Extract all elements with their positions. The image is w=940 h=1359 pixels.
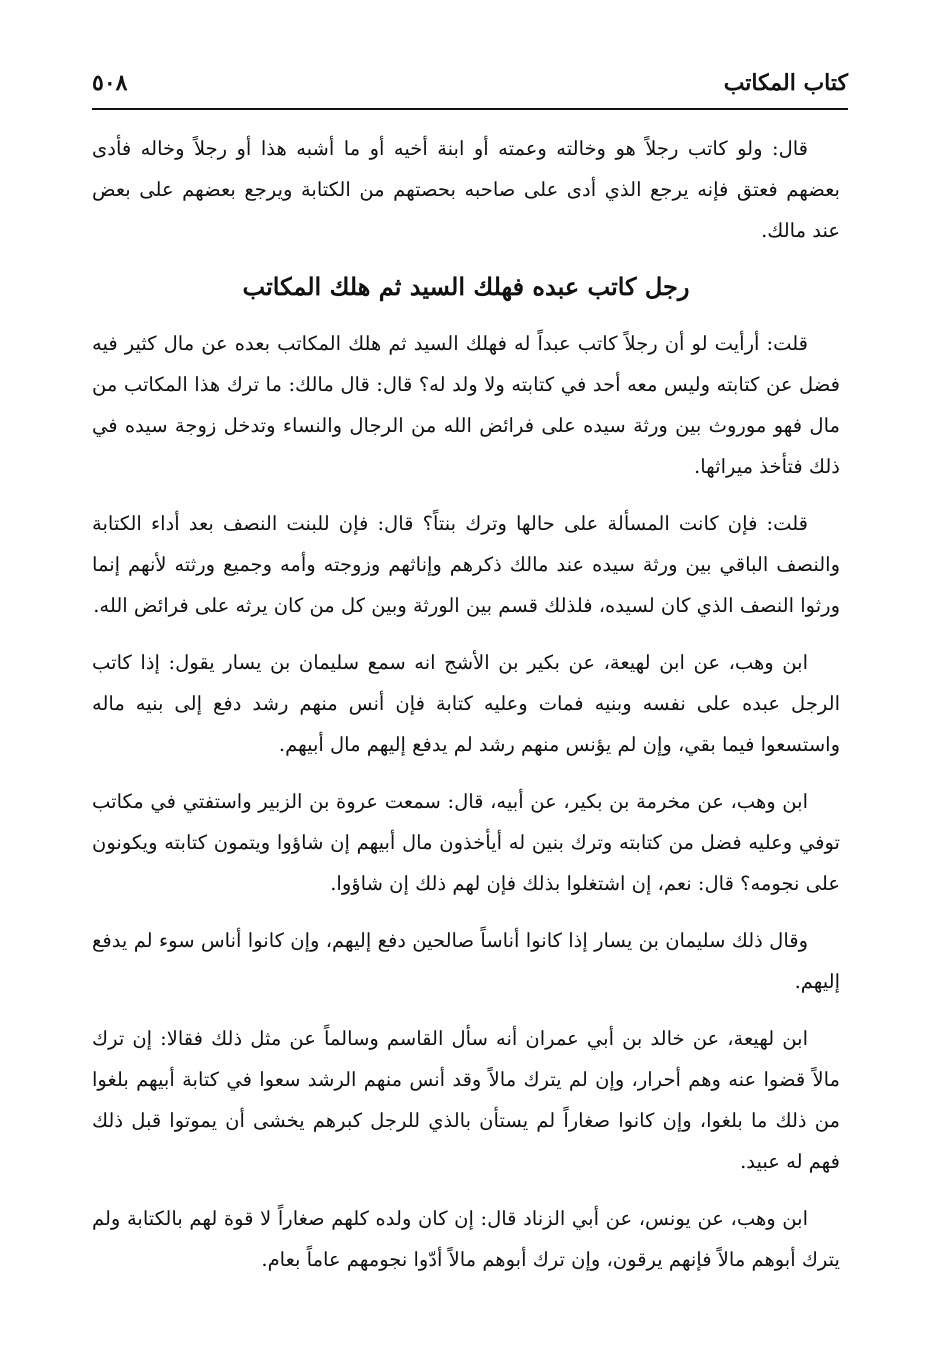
paragraph-4: ابن وهب، عن ابن لهيعة، عن بكير بن الأشج انه سمع سليمان بن يسار يقول: إذا كاتب الرجل عبده على نفسه وبنيه فمات وعليه كتابة فإن أنس منهم رشد دفع إلى بنيه ماله واستسعوا فيما بقي، وإن لم يؤنس منهم رشد لم يدفع إليهم مال أبيهم. xyxy=(92,651,840,756)
paragraph-8: ابن وهب، عن يونس، عن أبي الزناد قال: إن كان ولده كلهم صغاراً لا قوة لهم بالكتابة ولم يترك أبوهم مالاً فإنهم يرقون، وإن ترك أبوهم مالاً أدّوا نجومهم عاماً بعام. xyxy=(92,1207,840,1271)
page-header xyxy=(92,68,848,108)
section-heading: رجل كاتب عبده فهلك السيد ثم هلك المكاتب xyxy=(242,272,690,301)
paragraph-6: وقال ذلك سليمان بن يسار إذا كانوا أناساً صالحين دفع إليهم، وإن كانوا أناس سوء لم يدفع إليهم. xyxy=(92,929,840,993)
page-body xyxy=(92,128,840,1296)
header-divider xyxy=(92,108,848,110)
paragraph-1: قال: ولو كاتب رجلاً هو وخالته وعمته أو ابنة أخيه أو ما أشبه هذا أو رجلاً وخاله فأدى بعضهم فعتق فإنه يرجع الذي أدى على صاحبه بحصتهم من الكتابة ويرجع بعضهم على بعض عند مالك. xyxy=(92,137,840,242)
page-number: ٥٠٨ xyxy=(92,70,128,96)
paragraph-7: ابن لهيعة، عن خالد بن أبي عمران أنه سأل القاسم وسالماً عن مثل ذلك فقالا: إن ترك مالاً قضوا عنه وهم أحرار، وإن لم يترك مالاً وقد أنس منهم الرشد سعوا في كتابة أبيهم بلغوا من ذلك ما بلغوا، وإن كانوا صغاراً لم يستأن بالذي للرجل كبرهم يخشى أن يموتوا قبل ذلك فهم له عبيد. xyxy=(92,1027,840,1173)
paragraph-5: ابن وهب، عن مخرمة بن بكير، عن أبيه، قال: سمعت عروة بن الزبير واستفتي في مكاتب توفي وعليه فضل من كتابته وترك بنين له أيأخذون مال أبيهم إن شاؤوا ويتمون كتابته ويكونون على نجومه؟ قال: نعم، إن اشتغلوا بذلك فإن لهم ذلك إن شاؤوا. xyxy=(92,790,840,895)
running-title: كتاب المكاتب xyxy=(723,70,848,96)
paragraph-3: قلت: فإن كانت المسألة على حالها وترك بنتاً؟ قال: فإن للبنت النصف بعد أداء الكتابة والنصف الباقي بين ورثة سيده عند مالك ذكرهم وإناثهم وزوجته وأمه وجميع ورثته لأنهم إنما ورثوا النصف الذي كان لسيده، فلذلك قسم بين الورثة وبين كل من كان يرثه على فرائض الله. xyxy=(92,512,840,617)
paragraph-2: قلت: أرأيت لو أن رجلاً كاتب عبداً له فهلك السيد ثم هلك المكاتب بعده عن مال كثير فيه فضل عن كتابته وليس معه أحد في كتابته ولا ولد له؟ قال: قال مالك: ما ترك هذا المكاتب من مال فهو موروث بين ورثة سيده على فرائض الله من الرجال والنساء وتدخل زوجة سيده في ذلك فتأخذ ميراثها. xyxy=(92,332,840,478)
